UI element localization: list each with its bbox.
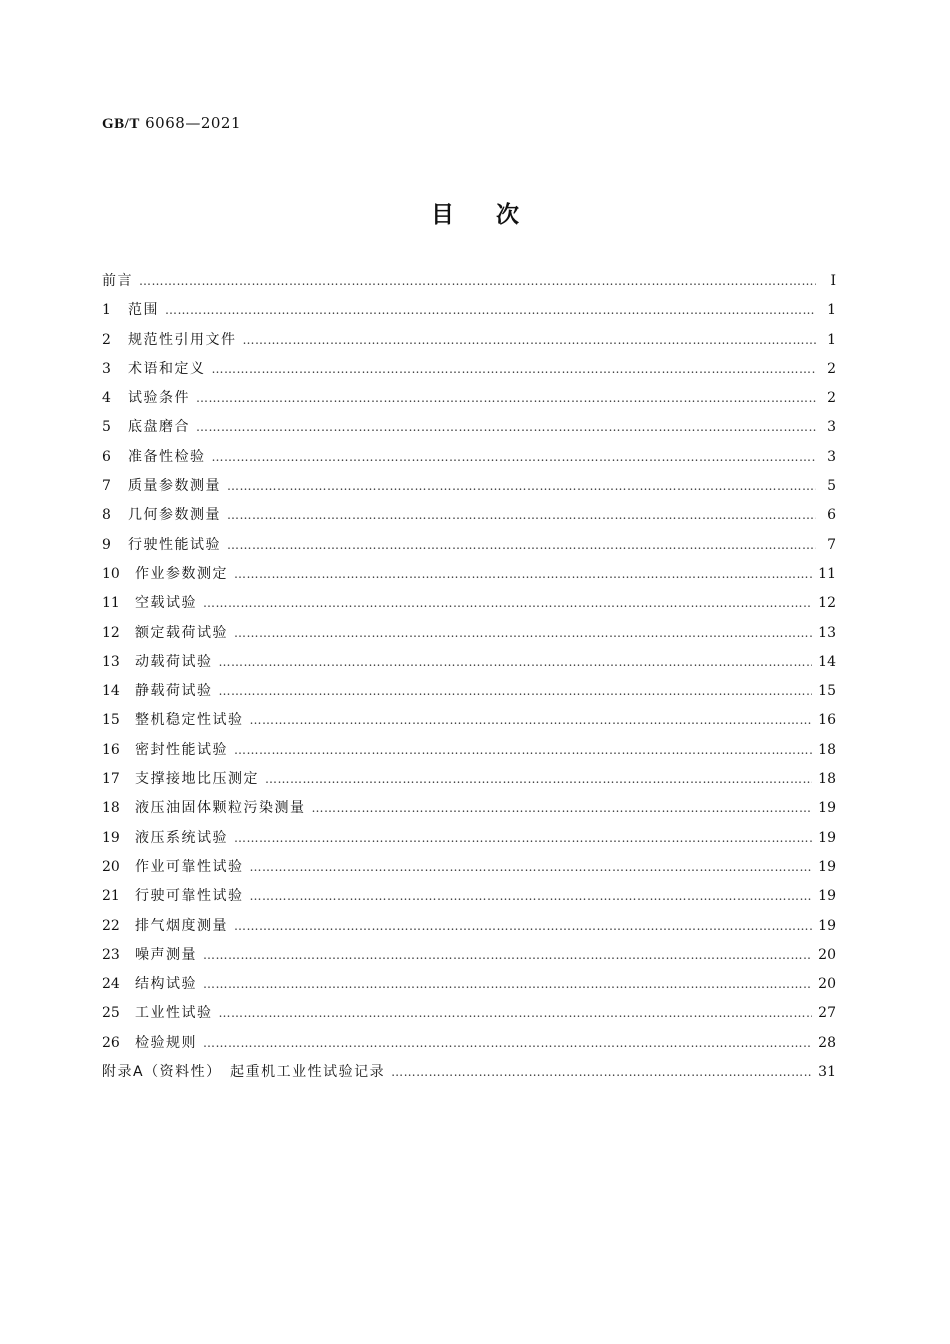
toc-entry[interactable] xyxy=(102,563,836,592)
toc-entry-title: 整机稳定性试验 xyxy=(135,712,244,729)
toc-entry-number: 3 xyxy=(102,360,111,377)
toc-entry[interactable] xyxy=(102,446,836,475)
toc-entry-number: 1 xyxy=(102,302,111,319)
toc-entry-page: 15 xyxy=(818,683,836,700)
toc-entry-title: 规范性引用文件 xyxy=(128,331,237,348)
toc-leader-dots xyxy=(250,860,813,874)
toc-entry-number: 13 xyxy=(102,653,120,670)
toc-entry-title: 行驶性能试验 xyxy=(128,536,221,553)
toc-entry-page: 1 xyxy=(827,331,836,348)
page-title: 目次 xyxy=(431,202,561,228)
toc-entry-number: 12 xyxy=(102,624,120,641)
toc-entry[interactable] xyxy=(102,651,836,680)
toc-entry-number: 10 xyxy=(102,565,120,582)
toc-leader-dots xyxy=(203,977,812,991)
standard-number: 6068—2021 xyxy=(145,114,241,132)
toc-entry[interactable] xyxy=(102,622,836,651)
toc-entry[interactable] xyxy=(102,709,836,738)
toc-entry-page: 2 xyxy=(827,360,836,377)
toc-entry-number: 26 xyxy=(102,1034,120,1051)
toc-entry-page: 19 xyxy=(818,858,836,875)
toc-entry-number: 21 xyxy=(102,888,120,905)
toc-leader-dots xyxy=(196,420,816,434)
toc-entry-title: 底盘磨合 xyxy=(128,419,190,436)
toc-leader-dots xyxy=(219,1006,813,1020)
toc-entry-number: 22 xyxy=(102,917,120,934)
toc-entry-page: 12 xyxy=(818,595,836,612)
toc-leader-dots xyxy=(234,831,812,845)
toc-leader-dots xyxy=(212,362,817,376)
toc-entry-page: 19 xyxy=(818,800,836,817)
toc-leader-dots xyxy=(234,919,812,933)
toc-entry-page: 7 xyxy=(827,536,836,553)
toc-entry-number: 18 xyxy=(102,800,120,817)
toc-entry[interactable] xyxy=(102,915,836,944)
toc-entry-page: 28 xyxy=(818,1034,836,1051)
toc-entry-page: 27 xyxy=(818,1005,836,1022)
toc-entry[interactable] xyxy=(102,358,836,387)
toc-entry-number: 23 xyxy=(102,946,120,963)
toc-leader-dots xyxy=(265,772,812,786)
toc-entry[interactable] xyxy=(102,329,836,358)
toc-leader-dots xyxy=(227,508,816,522)
toc-entry[interactable] xyxy=(102,416,836,445)
toc-entry-page: 18 xyxy=(818,771,836,788)
toc-entry-title: 支撑接地比压测定 xyxy=(135,771,259,788)
toc-entry[interactable] xyxy=(102,387,836,416)
toc-entry-page: 16 xyxy=(818,712,836,729)
toc-entry-page: 11 xyxy=(818,565,836,582)
toc-leader-dots xyxy=(196,391,816,405)
toc-entry-page: 14 xyxy=(818,653,836,670)
toc-leader-dots xyxy=(391,1065,812,1079)
toc-entry-number: 14 xyxy=(102,683,120,700)
toc-entry-title: 工业性试验 xyxy=(135,1005,213,1022)
toc-entry-page: 5 xyxy=(827,478,836,495)
toc-entry-page: 19 xyxy=(818,829,836,846)
toc-entry[interactable] xyxy=(102,504,836,533)
toc-entry-number: 5 xyxy=(102,419,111,436)
toc-entry-title: 范围 xyxy=(128,302,159,319)
toc-entry-title: 额定载荷试验 xyxy=(135,624,228,641)
toc-entry-title: 作业可靠性试验 xyxy=(135,858,244,875)
toc-entry[interactable] xyxy=(102,475,836,504)
toc-entry-number: 15 xyxy=(102,712,120,729)
toc-entry-title: 检验规则 xyxy=(135,1034,197,1051)
toc-entry[interactable] xyxy=(102,768,836,797)
toc-entry[interactable] xyxy=(102,885,836,914)
toc-entry-page: 3 xyxy=(827,448,836,465)
toc-leader-dots xyxy=(234,743,812,757)
toc-leader-dots xyxy=(312,801,813,815)
toc-entry-number: 11 xyxy=(102,595,120,612)
toc-entry[interactable] xyxy=(102,534,836,563)
toc-leader-dots xyxy=(250,713,813,727)
toc-entry[interactable] xyxy=(102,856,836,885)
toc-entry-title: 附录A（资料性） 起重机工业性试验记录 xyxy=(102,1064,386,1081)
toc-entry[interactable] xyxy=(102,827,836,856)
toc-leader-dots xyxy=(243,333,817,347)
toc-entry-title: 准备性检验 xyxy=(128,448,206,465)
toc-entry[interactable] xyxy=(102,944,836,973)
toc-leader-dots xyxy=(234,567,812,581)
toc-entry-title: 试验条件 xyxy=(128,390,190,407)
toc-entry-title: 几何参数测量 xyxy=(128,507,221,524)
toc-entry-page: 20 xyxy=(818,946,836,963)
standard-prefix: GB/T xyxy=(102,116,140,132)
toc-entry[interactable] xyxy=(102,592,836,621)
toc-leader-dots xyxy=(203,948,812,962)
toc-entry-title: 密封性能试验 xyxy=(135,741,228,758)
toc-entry-page: 6 xyxy=(827,507,836,524)
toc-entry-number: 17 xyxy=(102,771,120,788)
toc-entry[interactable] xyxy=(102,1061,836,1090)
toc-entry-number: 4 xyxy=(102,390,111,407)
toc-entry-page: 1 xyxy=(827,302,836,319)
toc-entry-number: 24 xyxy=(102,976,120,993)
toc-entry-title: 质量参数测量 xyxy=(128,478,221,495)
toc-entry-title: 术语和定义 xyxy=(128,360,206,377)
toc-entry-page: 19 xyxy=(818,888,836,905)
toc-leader-dots xyxy=(203,1036,812,1050)
toc-entry[interactable] xyxy=(102,1002,836,1031)
toc-entry-number: 25 xyxy=(102,1005,120,1022)
toc-entry-number: 2 xyxy=(102,331,111,348)
toc-entry-number: 20 xyxy=(102,858,120,875)
toc-leader-dots xyxy=(227,538,816,552)
toc-leader-dots xyxy=(234,626,812,640)
toc-entry-title: 液压油固体颗粒污染测量 xyxy=(135,800,306,817)
toc-leader-dots xyxy=(219,684,813,698)
toc-entry[interactable] xyxy=(102,739,836,768)
toc-entry-number: 19 xyxy=(102,829,120,846)
toc-entry-number: 16 xyxy=(102,741,120,758)
toc-entry[interactable] xyxy=(102,270,836,299)
toc-entry-number: 6 xyxy=(102,448,111,465)
toc-entry-page: 2 xyxy=(827,390,836,407)
toc-leader-dots xyxy=(139,274,816,288)
toc-entry-number: 8 xyxy=(102,507,111,524)
toc-entry-title: 液压系统试验 xyxy=(135,829,228,846)
toc-leader-dots xyxy=(250,889,813,903)
toc-leader-dots xyxy=(219,655,813,669)
toc-entry-page: 20 xyxy=(818,976,836,993)
toc-entry-title: 空载试验 xyxy=(135,595,197,612)
toc-entry-page: 19 xyxy=(818,917,836,934)
toc-entry-title: 作业参数测定 xyxy=(135,565,228,582)
toc-leader-dots xyxy=(165,303,816,317)
toc-entry-title: 前言 xyxy=(102,273,133,289)
toc-entry[interactable] xyxy=(102,680,836,709)
toc-leader-dots xyxy=(212,450,817,464)
toc-entry-title: 排气烟度测量 xyxy=(135,917,228,934)
toc-entry-number: 9 xyxy=(102,536,111,553)
toc-entry-page: 3 xyxy=(827,419,836,436)
toc-entry[interactable] xyxy=(102,973,836,1002)
toc-entry-title: 行驶可靠性试验 xyxy=(135,888,244,905)
toc-entry-title: 噪声测量 xyxy=(135,946,197,963)
toc-entry-title: 结构试验 xyxy=(135,976,197,993)
table-of-contents xyxy=(102,270,836,1090)
toc-entry-title: 动载荷试验 xyxy=(135,653,213,670)
toc-entry[interactable] xyxy=(102,1032,836,1061)
toc-entry-page: 31 xyxy=(818,1064,836,1081)
toc-entry-title: 静载荷试验 xyxy=(135,683,213,700)
toc-entry-page: 13 xyxy=(818,624,836,641)
toc-entry[interactable] xyxy=(102,299,836,328)
standard-code xyxy=(102,114,241,133)
toc-leader-dots xyxy=(203,596,812,610)
toc-entry[interactable] xyxy=(102,797,836,826)
toc-leader-dots xyxy=(227,479,816,493)
toc-entry-page: 18 xyxy=(818,741,836,758)
toc-entry-page: Ⅰ xyxy=(830,273,836,289)
toc-entry-number: 7 xyxy=(102,478,111,495)
